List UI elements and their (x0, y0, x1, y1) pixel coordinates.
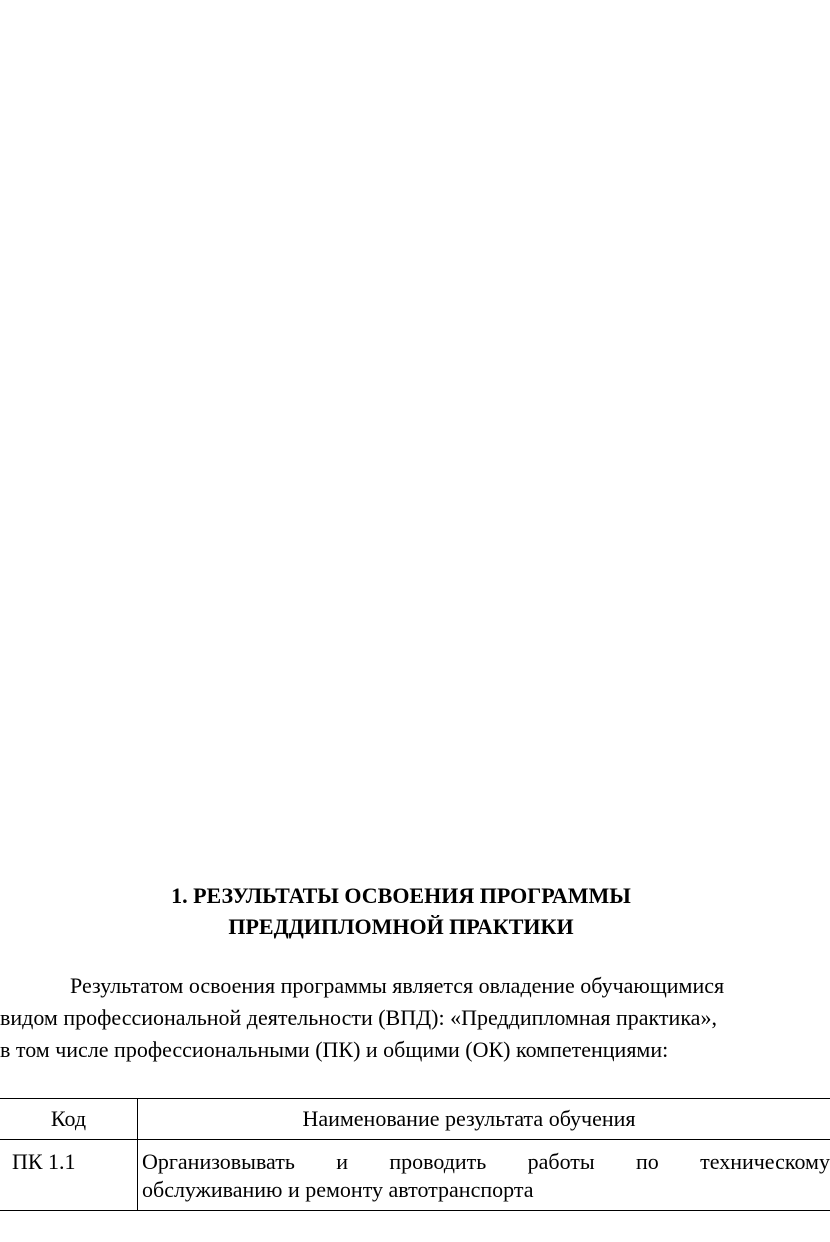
table-cell-name (138, 1140, 830, 1211)
table-cell-name-line-1 (142, 1148, 830, 1176)
table-cell-name-line-2: обслуживанию и ремонту автотранспорта (142, 1177, 534, 1202)
table-cell-name-word: по (636, 1149, 659, 1174)
table-cell-name-word: Организовывать (142, 1149, 295, 1174)
table-header-name: Наименование результата обучения (138, 1099, 830, 1140)
table-cell-name-word: и (336, 1149, 348, 1174)
table-header-row (0, 1099, 830, 1140)
intro-paragraph-line-1: Результатом освоения программы является овладение обучающимися (70, 973, 725, 998)
table-cell-name-word: техническому (700, 1149, 830, 1174)
table-cell-name-word: работы (527, 1149, 595, 1174)
intro-paragraph (0, 970, 812, 1066)
learning-results-table (0, 1098, 830, 1211)
table-row (0, 1140, 830, 1211)
intro-paragraph-line-2: видом профессиональной деятельности (ВПД): «Преддипломная практика», (0, 1005, 717, 1030)
table-cell-code: ПК 1.1 (0, 1140, 138, 1211)
section-heading (0, 880, 816, 942)
table-header-code: Код (0, 1099, 138, 1140)
intro-paragraph-line-3: в том числе профессиональными (ПК) и общими (ОК) компетенциями: (0, 1037, 669, 1062)
table-cell-name-word: проводить (389, 1149, 487, 1174)
section-heading-line-1: 1. РЕЗУЛЬТАТЫ ОСВОЕНИЯ ПРОГРАММЫ (171, 883, 631, 908)
section-heading-line-2: ПРЕДДИПЛОМНОЙ ПРАКТИКИ (228, 914, 574, 939)
